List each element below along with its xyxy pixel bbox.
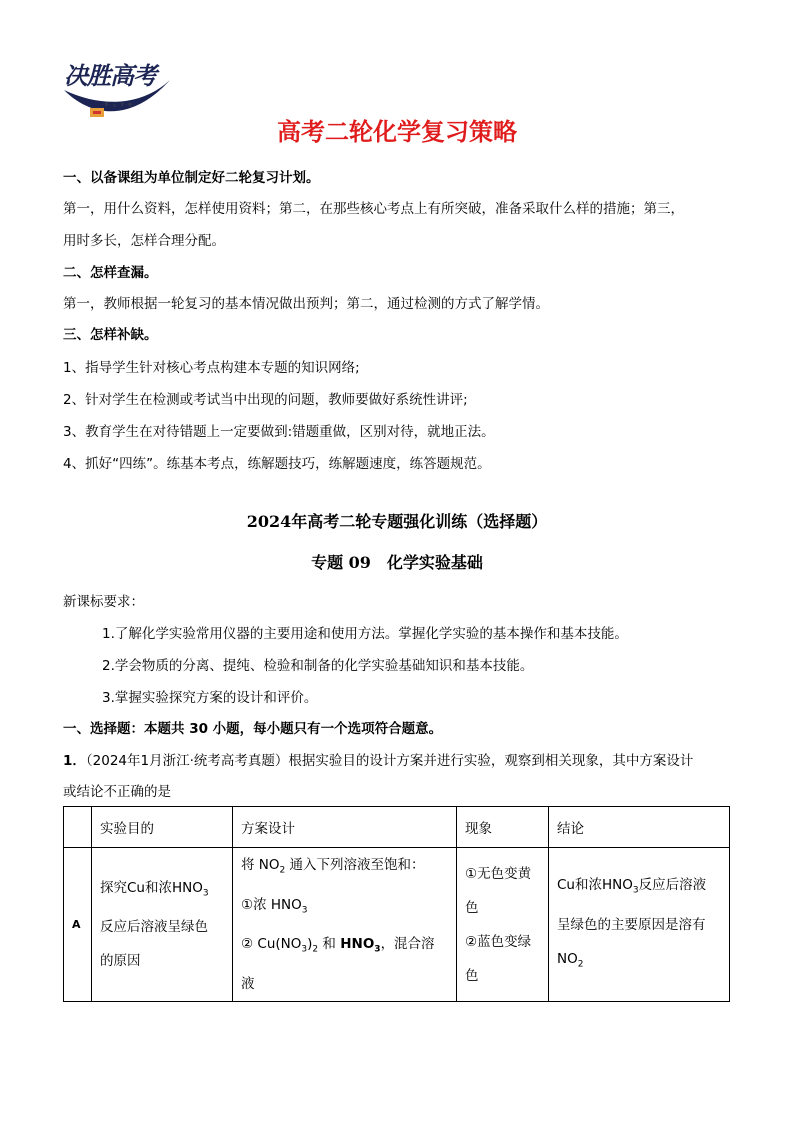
design-sub-c2: 3 (301, 945, 308, 956)
row-a-design (233, 848, 457, 1002)
purpose-sub: 3 (202, 888, 209, 899)
document-title: 高考二轮化学复习策略 (277, 118, 517, 146)
section-2-line-1: 第一，教师根据一轮复习的基本情况做出预判；第二，通过检测的方式了解学情。 (63, 296, 549, 312)
row-a-phenomenon (457, 848, 549, 1002)
purpose-text-1: 探究Cu和浓HNO (100, 879, 203, 896)
header-cell-phenomenon: 现象 (457, 807, 549, 848)
header-cell-label (64, 807, 92, 848)
conclusion-text-a3: 反应后溶液 (638, 876, 707, 893)
phenomenon-line-3: ②蓝色变绿 (465, 933, 532, 950)
design-text-c5: 和 (318, 936, 341, 953)
section-3-line-1: 1、指导学生针对核心考点构建本专题的知识网络; (63, 360, 360, 376)
row-a-purpose (92, 848, 233, 1002)
section-3-line-4: 4、抓好“四练”。练基本考点，练解题技巧，练解题速度，练答题规范。 (63, 456, 491, 472)
logo-small-text: · 华 · 云 · 学 · 苑 · (102, 102, 135, 107)
table-row (64, 848, 730, 1002)
conclusion-text-a1: Cu和浓HNO (557, 876, 633, 893)
purpose-text-3: 的原因 (100, 953, 141, 970)
design-sub-c7: 3 (374, 945, 381, 956)
conclusion-sub-c2: 2 (577, 959, 584, 970)
table-header-row (64, 807, 730, 848)
requirement-2: 2.学会物质的分离、提纯、检验和制备的化学实验基础知识和基本技能。 (102, 658, 534, 674)
section-3-heading: 三、怎样补缺。 (63, 327, 158, 343)
header-cell-conclusion: 结论 (549, 807, 730, 848)
design-sub-c4: 2 (312, 945, 319, 956)
section-1-line-1: 第一，用什么资料，怎样使用资料；第二，在那些核心考点上有所突破，准备采取什么样的措施；第三， (63, 201, 684, 217)
design-text-c8: ，混合溶液 (241, 936, 435, 993)
phenomenon-line-4: 色 (465, 967, 479, 984)
row-a-conclusion (549, 848, 730, 1002)
section-1-line-2: 用时多长，怎样合理分配。 (63, 233, 225, 249)
design-text-c6: HNO (340, 936, 375, 953)
design-sub-b2: 3 (301, 905, 308, 916)
question-number: 1． (63, 753, 86, 769)
requirement-3: 3.掌握实验探究方案的设计和评价。 (102, 690, 318, 706)
design-text-c1: ② Cu(NO (241, 936, 302, 953)
header-cell-purpose: 实验目的 (92, 807, 233, 848)
phenomenon-line-2: 色 (465, 899, 479, 916)
requirement-1: 1.了解化学实验常用仪器的主要用途和使用方法。掌握化学实验的基本操作和基本技能。 (102, 626, 628, 642)
section-3-line-3: 3、教育学生在对待错题上一定要做到:错题重做，区别对待，就地正法。 (63, 424, 495, 440)
conclusion-text-b1: 呈绿色的主要原因是溶有 (557, 916, 706, 933)
design-sub-a2: 2 (279, 865, 286, 876)
section-3-line-2: 2、针对学生在检测或考试当中出现的问题，教师要做好系统性讲评; (63, 392, 468, 408)
row-label: A (64, 848, 92, 1002)
design-text-a3: 通入下列溶液至饱和： (285, 857, 425, 873)
topic-title: 专题 09 化学实验基础 (311, 553, 483, 572)
question-source: （2024年1月浙江·统考高考真题） (85, 753, 289, 769)
header-cell-design: 方案设计 (233, 807, 457, 848)
section-2-heading: 二、怎样查漏。 (63, 265, 158, 281)
logo-text: 决胜高考 (64, 61, 156, 90)
conclusion-sub-a2: 3 (632, 885, 639, 896)
phenomenon-line-1: ①无色变黄 (465, 865, 532, 882)
purpose-text-2: 反应后溶液呈绿色 (100, 919, 208, 936)
section-1-heading: 一、以备课组为单位制定好二轮复习计划。 (63, 170, 320, 186)
question-table (63, 806, 730, 1002)
conclusion-text-c1: NO (557, 950, 578, 967)
exam-title: 2024年高考二轮专题强化训练（选择题） (246, 512, 548, 531)
question-stem: 根据实验目的设计方案并进行实验，观察到相关现象，其中方案设计 (288, 753, 694, 769)
question-1-line-2: 或结论不正确的是 (63, 784, 171, 800)
question-1-line-1 (63, 749, 693, 769)
design-text-a1: 将 NO (241, 857, 280, 873)
design-text-c3: ) (307, 936, 313, 953)
part-heading: 一、选择题：本题共 30 小题，每小题只有一个选项符合题意。 (63, 721, 443, 737)
requirements-label: 新课标要求： (63, 594, 144, 610)
design-text-b1: ①浓 HNO (241, 896, 302, 913)
